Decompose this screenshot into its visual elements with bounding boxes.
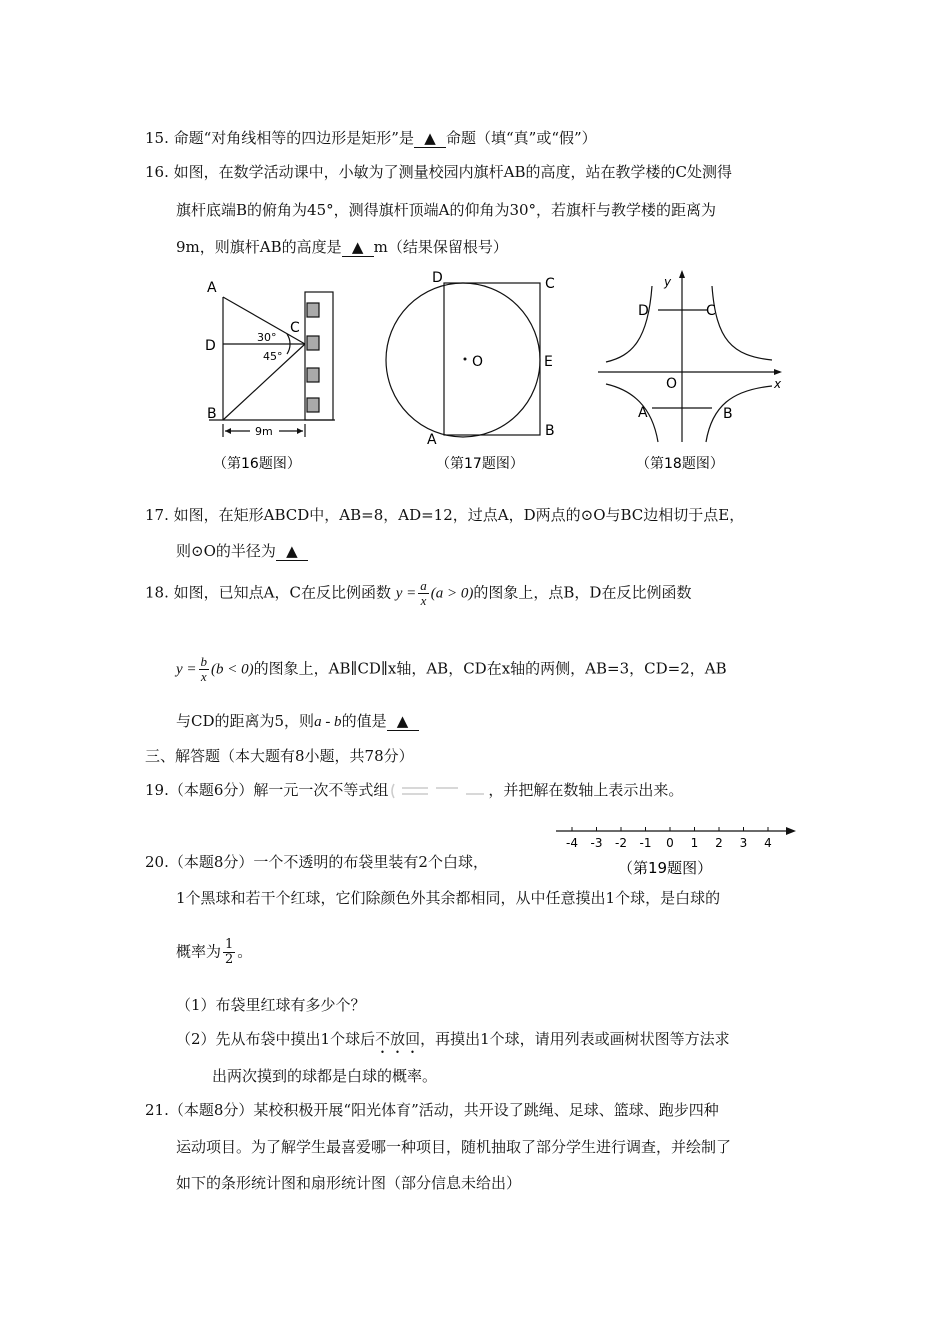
label-B: B bbox=[723, 406, 733, 422]
label-A: A bbox=[207, 280, 217, 296]
label-B: B bbox=[207, 406, 217, 422]
question-20: 20.（本题8分）一个不透明的布袋里装有2个白球， bbox=[145, 853, 488, 871]
question-18-line2: y = $\frac{b}{x}$ (b < 0)的图象上，AB∥CD∥x轴，AB，CD在x轴的两侧，AB=3，CD=2，AB bbox=[176, 654, 727, 684]
question-20-line3: 概率为 $\frac{1}{2}$ 。 bbox=[176, 937, 253, 967]
label-angle-30: 30° bbox=[257, 331, 277, 344]
label-A: A bbox=[638, 405, 648, 421]
question-16-line3: 9m，则旗杆AB的高度是 ▲ m（结果保留根号） bbox=[176, 238, 508, 256]
label-angle-45: 45° bbox=[263, 350, 283, 363]
tick-label: 2 bbox=[715, 836, 723, 850]
fraction-a-over-x: $\frac{a}{x}$ bbox=[420, 578, 427, 608]
answer-blank: ▲ bbox=[342, 238, 374, 257]
question-15: 15. 命题“对角线相等的四边形是矩形”是 ▲ 命题（填“真”或“假”） bbox=[145, 129, 597, 147]
question-21: 21.（本题8分）某校积极开展“阳光体育”活动，共开设了跳绳、足球、篮球、跑步四种 bbox=[145, 1101, 719, 1119]
answer-blank: ▲ bbox=[387, 712, 419, 731]
label-C: C bbox=[545, 276, 555, 292]
tick-label: -4 bbox=[566, 836, 578, 850]
question-19: 19.（本题6分）解一元一次不等式组 ，并把解在数轴上表示出来。 bbox=[145, 781, 684, 799]
label-C: C bbox=[706, 303, 716, 319]
label-distance: 9m bbox=[255, 425, 273, 438]
label-D: D bbox=[205, 338, 216, 354]
section-heading: 三、解答题（本大题有8小题，共78分） bbox=[145, 747, 414, 765]
label-y-axis: y bbox=[664, 275, 672, 289]
label-E: E bbox=[544, 354, 553, 370]
figure-17 bbox=[380, 264, 580, 477]
question-16: 16. 如图，在数学活动课中，小敏为了测量校园内旗杆AB的高度，站在教学楼的C处测得 bbox=[145, 163, 732, 181]
label-A: A bbox=[427, 432, 437, 448]
fraction-one-half: $\frac{1}{2}$ bbox=[225, 937, 234, 967]
answer-blank: ▲ bbox=[414, 129, 446, 148]
label-O: O bbox=[472, 354, 484, 370]
question-20-part2-line2: 出两次摸到的球都是白球的概率。 bbox=[212, 1067, 438, 1085]
answer-blank: ▲ bbox=[276, 542, 308, 561]
question-16-line2: 旗杆底端B的俯角为45°，测得旗杆顶端A的仰角为30°，若旗杆与教学楼的距离为 bbox=[176, 201, 717, 219]
tick-label: 4 bbox=[764, 836, 772, 850]
figure-18 bbox=[592, 266, 792, 477]
inequality-system-image bbox=[388, 782, 488, 800]
label-O: O bbox=[666, 376, 678, 392]
tick-label: -3 bbox=[590, 836, 603, 850]
figure-17-caption: （第17题图） bbox=[436, 456, 524, 472]
label-D: D bbox=[432, 270, 443, 286]
question-17-line2: 则⊙O的半径为 ▲ bbox=[176, 540, 308, 561]
question-20-part1: （1）布袋里红球有多少个？ bbox=[176, 996, 366, 1014]
figure-16 bbox=[195, 272, 355, 477]
question-17: 17. 如图，在矩形ABCD中，AB=8，AD=12，过点A，D两点的⊙O与BC边相切于点E， bbox=[145, 506, 745, 524]
fraction-b-over-x: $\frac{b}{x}$ bbox=[200, 654, 208, 684]
figure-16-caption: （第16题图） bbox=[213, 456, 301, 472]
figure-19-caption: （第19题图） bbox=[618, 859, 713, 877]
figure-19-number-line bbox=[550, 819, 800, 881]
question-20-line2: 1个黑球和若干个红球，它们除颜色外其余都相同，从中任意摸出1个球，是白球的 bbox=[176, 889, 721, 907]
tick-label: 3 bbox=[739, 836, 748, 850]
question-21-line3: 如下的条形统计图和扇形统计图（部分信息未给出） bbox=[176, 1174, 522, 1192]
question-20-part2: （2）先从布袋中摸出1个球后不放回，再摸出1个球，请用列表或画树状图等方法求 bbox=[176, 1030, 730, 1048]
tick-label: 0 bbox=[666, 836, 674, 850]
tick-label: 1 bbox=[690, 836, 699, 850]
label-C: C bbox=[290, 320, 300, 336]
question-18-line3: 与CD的距离为5，则a - b的值是 ▲ bbox=[176, 710, 419, 731]
question-21-line2: 运动项目。为了解学生最喜爱哪一种项目，随机抽取了部分学生进行调查，并绘制了 bbox=[176, 1138, 732, 1156]
figure-18-caption: （第18题图） bbox=[636, 456, 724, 472]
question-18: 18. 如图，已知点A，C在反比例函数 y = $\frac{a}{x}$ (a > 0)的图象上，点B，D在反比例函数 bbox=[145, 578, 692, 608]
tick-label: -1 bbox=[639, 836, 652, 850]
tick-label: -2 bbox=[615, 836, 627, 850]
label-D: D bbox=[638, 303, 649, 319]
label-x-axis: x bbox=[774, 377, 782, 391]
label-B: B bbox=[545, 423, 555, 439]
